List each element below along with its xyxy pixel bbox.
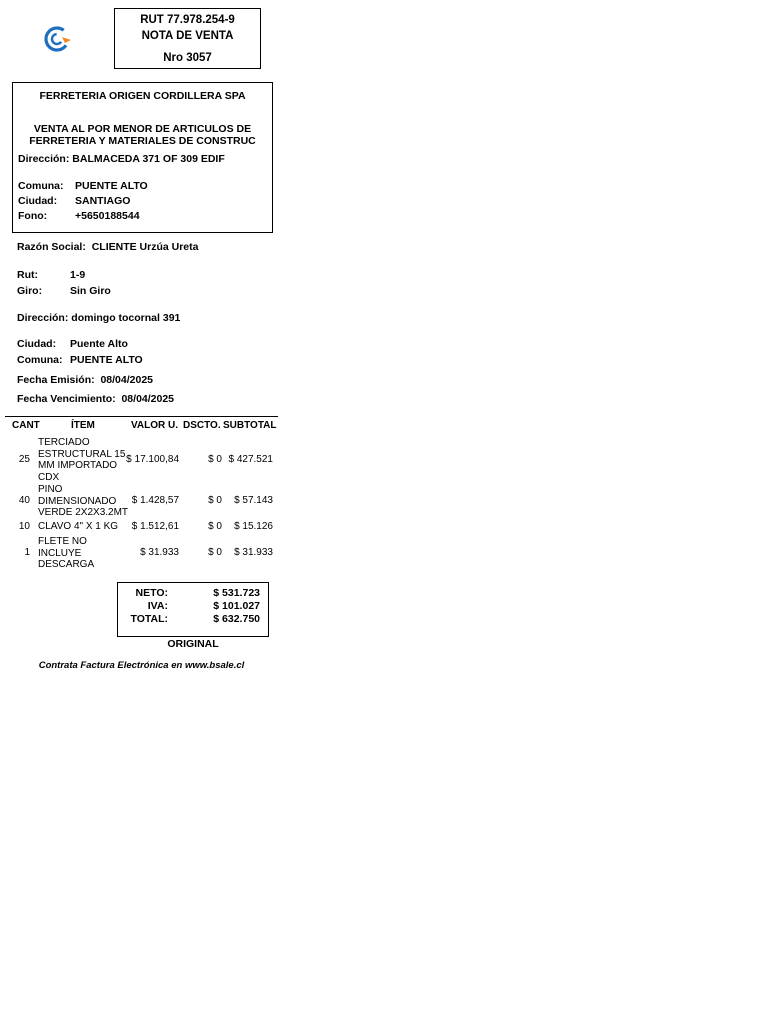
- issuer-box: [12, 82, 273, 233]
- customer-address-row: [17, 312, 180, 324]
- item-description-line: ESTRUCTURAL 15: [38, 448, 126, 460]
- item-description-line: CDX: [38, 471, 60, 483]
- customer-rut: 1-9: [70, 269, 86, 281]
- item-unit-price: $ 1.512,61: [131, 520, 179, 532]
- header-dscto: DSCTO.: [183, 420, 221, 431]
- item-subtotal: $ 15.126: [234, 520, 273, 532]
- issuer-fono: +5650188544: [75, 210, 140, 222]
- item-unit-price: $ 17.100,84: [126, 454, 179, 465]
- issuer-ciudad-label: Ciudad:: [18, 195, 58, 207]
- item-discount: $ 0: [208, 520, 222, 532]
- customer-razon-label: Razón Social:: [17, 241, 86, 253]
- customer-rut-row: [17, 269, 217, 281]
- issuer-comuna-label: Comuna:: [18, 180, 64, 192]
- customer-razon-row: [17, 241, 198, 253]
- item-discount: $ 0: [208, 495, 222, 507]
- customer-razon: CLIENTE Urzúa Ureta: [91, 241, 199, 253]
- customer-address-label: Dirección:: [17, 312, 69, 324]
- iva-label: IVA:: [147, 600, 168, 612]
- copy-label: ORIGINAL: [167, 638, 219, 650]
- issuer-fono-row: [18, 210, 268, 222]
- item-quantity: 40: [18, 495, 30, 507]
- customer-giro-row: [17, 285, 217, 297]
- customer-rut-label: Rut:: [17, 269, 38, 281]
- customer-ciudad-label: Ciudad:: [17, 338, 57, 350]
- emission-date-row: [17, 374, 153, 386]
- item-quantity: 10: [18, 520, 30, 532]
- customer-giro: Sin Giro: [70, 285, 111, 297]
- total-label: TOTAL:: [130, 613, 168, 625]
- item-quantity: 25: [18, 454, 30, 465]
- item-unit-price: $ 1.428,57: [131, 495, 179, 507]
- issuer-name: FERRETERIA ORIGEN CORDILLERA SPA: [39, 90, 246, 102]
- issuer-fono-label: Fono:: [18, 210, 48, 222]
- item-discount: $ 0: [208, 454, 222, 465]
- issuer-ciudad: SANTIAGO: [75, 195, 131, 207]
- item-description-line: INCLUYE: [38, 547, 82, 559]
- issuer-activity-line2: FERRETERIA Y MATERIALES DE CONSTRUC: [29, 135, 256, 147]
- customer-comuna-label: Comuna:: [17, 354, 63, 366]
- emission-date: 08/04/2025: [100, 374, 154, 386]
- customer-comuna: PUENTE ALTO: [70, 354, 143, 366]
- issuer-activity-line1: VENTA AL POR MENOR DE ARTICULOS DE: [33, 123, 252, 135]
- item-description-line: CLAVO 4" X 1 KG: [38, 521, 119, 532]
- customer-ciudad: Puente Alto: [70, 338, 128, 350]
- table-top-rule: [5, 416, 278, 417]
- issuer-comuna-row: [18, 180, 268, 192]
- issuer-ciudad-row: [18, 195, 268, 207]
- document-type: NOTA DE VENTA: [141, 30, 234, 42]
- iva-value: $ 101.027: [213, 600, 260, 612]
- document-number: Nro 3057: [163, 52, 212, 64]
- header-cant: CANT: [12, 420, 40, 431]
- due-date: 08/04/2025: [121, 393, 175, 405]
- item-description-line: DIMENSIONADO: [38, 495, 117, 507]
- item-subtotal: $ 57.143: [234, 495, 273, 507]
- item-description-line: PINO: [38, 484, 63, 495]
- item-description-line: TERCIADO: [38, 437, 90, 448]
- item-description-line: MM IMPORTADO: [38, 460, 118, 471]
- header-valor: VALOR U.: [131, 420, 179, 431]
- neto-label: NETO:: [135, 587, 168, 599]
- issuer-rut: RUT 77.978.254-9: [140, 14, 235, 26]
- customer-comuna-row: [17, 354, 217, 366]
- header-item: ÍTEM: [71, 420, 95, 431]
- neto-value: $ 531.723: [213, 587, 260, 599]
- customer-giro-label: Giro:: [17, 285, 43, 297]
- customer-address: domingo tocornal 391: [71, 312, 181, 324]
- header-subtotal: SUBTOTAL: [223, 420, 277, 431]
- footer-text: Contrata Factura Electrónica en www.bsale.cl: [38, 660, 245, 671]
- total-value: $ 632.750: [213, 613, 260, 625]
- item-subtotal: $ 427.521: [228, 454, 273, 465]
- emission-date-label: Fecha Emisión:: [17, 374, 95, 386]
- item-quantity: 1: [24, 547, 30, 559]
- issuer-address-label: Dirección:: [18, 153, 70, 165]
- company-logo: [42, 24, 76, 54]
- issuer-address-row: [18, 153, 225, 165]
- document-id-box: [114, 8, 261, 69]
- issuer-comuna: PUENTE ALTO: [75, 180, 148, 192]
- item-subtotal: $ 31.933: [234, 547, 273, 559]
- item-unit-price: $ 31.933: [140, 547, 179, 559]
- item-description-line: FLETE NO: [38, 536, 87, 547]
- issuer-address: BALMACEDA 371 OF 309 EDIF: [72, 153, 225, 165]
- customer-ciudad-row: [17, 338, 217, 350]
- totals-box: [117, 582, 269, 637]
- due-date-label: Fecha Vencimiento:: [17, 393, 116, 405]
- due-date-row: [17, 393, 174, 405]
- item-discount: $ 0: [208, 547, 222, 559]
- item-description-line: DESCARGA: [38, 559, 95, 570]
- item-description-line: VERDE 2X2X3.2MT: [38, 507, 129, 518]
